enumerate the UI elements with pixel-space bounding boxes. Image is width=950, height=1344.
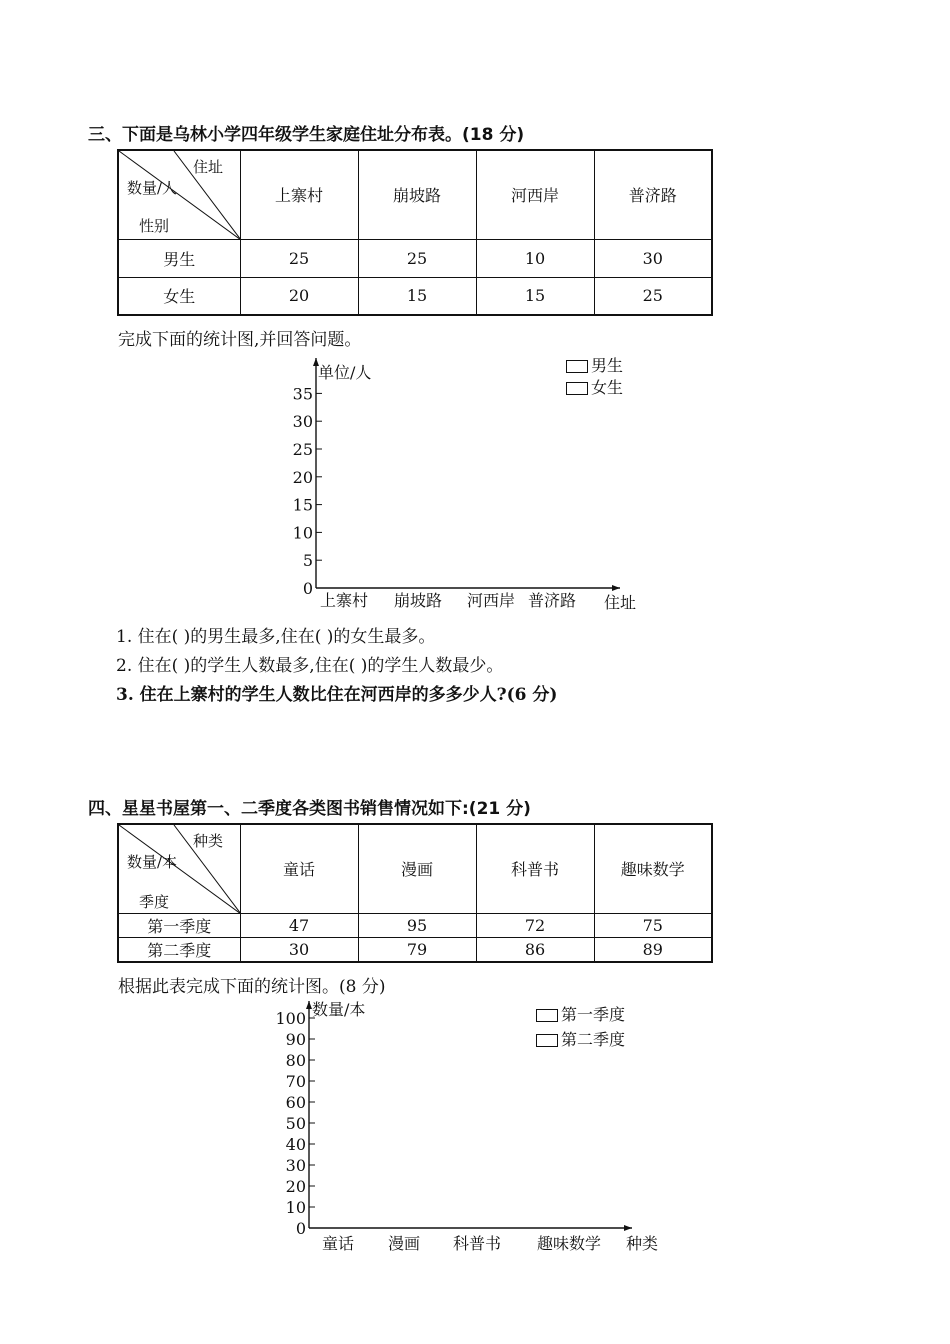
- table-cell: 30: [594, 239, 712, 277]
- x-axis-arrow: [612, 585, 620, 591]
- legend-item: [536, 1002, 625, 1025]
- section4-table: [117, 823, 713, 963]
- y-tick-label: 30: [292, 412, 313, 432]
- chart-x-axis-label: 住址: [604, 593, 637, 612]
- y-tick-label: 70: [285, 1072, 306, 1091]
- x-category-label: 崩坡路: [394, 591, 443, 610]
- y-tick-label: 60: [285, 1093, 306, 1112]
- legend-label: 男生: [591, 356, 624, 375]
- table-cell: 20: [240, 277, 358, 315]
- section3-heading: 三、下面是乌林小学四年级学生家庭住址分布表。(18 分): [88, 125, 525, 145]
- question-3: 3. 住在上寨村的学生人数比住在河西岸的多多少人?(6 分): [116, 685, 558, 705]
- row-label: 男生: [118, 239, 240, 277]
- y-tick-label: 20: [292, 467, 313, 487]
- table-cell: 47: [240, 913, 358, 937]
- row-label: 第二季度: [118, 937, 240, 962]
- table-cell: 10: [476, 239, 594, 277]
- column-header: 科普书: [476, 824, 594, 913]
- row-label: 第一季度: [118, 913, 240, 937]
- table-cell: 25: [594, 277, 712, 315]
- y-tick-label: 35: [292, 384, 313, 404]
- y-tick-label: 25: [292, 440, 313, 459]
- x-category-label: 漫画: [388, 1234, 421, 1253]
- section3-instruction: 完成下面的统计图,并回答问题。: [118, 330, 362, 350]
- y-tick-label: 80: [285, 1051, 306, 1070]
- corner-bottom-label: 性别: [139, 217, 170, 235]
- table-row: [118, 913, 712, 937]
- legend-swatch: [536, 1009, 558, 1022]
- table-cell: 25: [358, 239, 476, 277]
- corner-mid-label: 数量/本: [127, 853, 178, 871]
- x-category-label: 普济路: [528, 591, 577, 610]
- section4-instruction: 根据此表完成下面的统计图。(8 分): [118, 977, 386, 997]
- corner-top-label: 种类: [193, 832, 224, 850]
- x-axis-arrow: [624, 1225, 632, 1231]
- legend-label: 第一季度: [561, 1005, 626, 1024]
- table-cell: 86: [476, 937, 594, 962]
- table-cell: 95: [358, 913, 476, 937]
- chart-y-axis-label: 数量/本: [312, 1000, 366, 1019]
- x-category-label: 科普书: [453, 1234, 502, 1253]
- legend-item: [566, 375, 623, 398]
- column-header: 趣味数学: [594, 824, 712, 913]
- legend-swatch: [566, 382, 588, 395]
- legend-swatch: [566, 360, 588, 373]
- y-tick-label: 50: [285, 1114, 306, 1133]
- question-1: 1. 住在( )的男生最多,住在( )的女生最多。: [116, 627, 436, 647]
- table-cell: 15: [476, 277, 594, 315]
- table-cell: 15: [358, 277, 476, 315]
- y-tick-label: 40: [285, 1135, 306, 1154]
- table-cell: 72: [476, 913, 594, 937]
- table-corner-cell: [118, 824, 240, 913]
- legend-item: [566, 353, 623, 376]
- x-category-label: 趣味数学: [537, 1234, 602, 1253]
- legend-swatch: [536, 1034, 558, 1047]
- legend-label: 女生: [591, 378, 624, 397]
- column-header: 上寨村: [240, 150, 358, 239]
- legend-item: [536, 1027, 625, 1050]
- table-row: [118, 277, 712, 315]
- y-tick-label: 20: [285, 1177, 306, 1196]
- question-2: 2. 住在( )的学生人数最多,住在( )的学生人数最少。: [116, 656, 504, 676]
- section4-heading: 四、星星书屋第一、二季度各类图书销售情况如下:(21 分): [88, 799, 531, 819]
- column-header: 崩坡路: [358, 150, 476, 239]
- table-corner-cell: [118, 150, 240, 239]
- table-cell: 25: [240, 239, 358, 277]
- table-cell: 30: [240, 937, 358, 962]
- y-tick-label: 0: [295, 1219, 306, 1238]
- table-cell: 79: [358, 937, 476, 962]
- y-tick-label: 10: [292, 523, 313, 543]
- y-tick-label: 5: [302, 551, 313, 571]
- y-tick-label: 30: [285, 1156, 306, 1175]
- column-header: 普济路: [594, 150, 712, 239]
- section3-table: [117, 149, 713, 316]
- table-cell: 75: [594, 913, 712, 937]
- x-category-label: 上寨村: [320, 591, 369, 610]
- y-tick-label: 0: [302, 579, 313, 598]
- x-category-label: 河西岸: [467, 591, 516, 610]
- column-header: 漫画: [358, 824, 476, 913]
- x-category-label: 童话: [322, 1234, 355, 1253]
- row-label: 女生: [118, 277, 240, 315]
- chart-x-axis-label: 种类: [626, 1234, 659, 1253]
- table-row: [118, 937, 712, 962]
- column-header: 河西岸: [476, 150, 594, 239]
- y-tick-label: 15: [292, 495, 313, 515]
- table-row: [118, 239, 712, 277]
- y-tick-label: 10: [285, 1198, 306, 1217]
- legend-label: 第二季度: [561, 1030, 626, 1049]
- y-tick-label: 100: [275, 1009, 306, 1028]
- table-cell: 89: [594, 937, 712, 962]
- corner-mid-label: 数量/人: [127, 179, 178, 197]
- corner-top-label: 住址: [193, 158, 224, 176]
- y-tick-label: 90: [285, 1030, 306, 1049]
- corner-bottom-label: 季度: [139, 893, 170, 911]
- column-header: 童话: [240, 824, 358, 913]
- chart-y-axis-label: 单位/人: [318, 363, 372, 382]
